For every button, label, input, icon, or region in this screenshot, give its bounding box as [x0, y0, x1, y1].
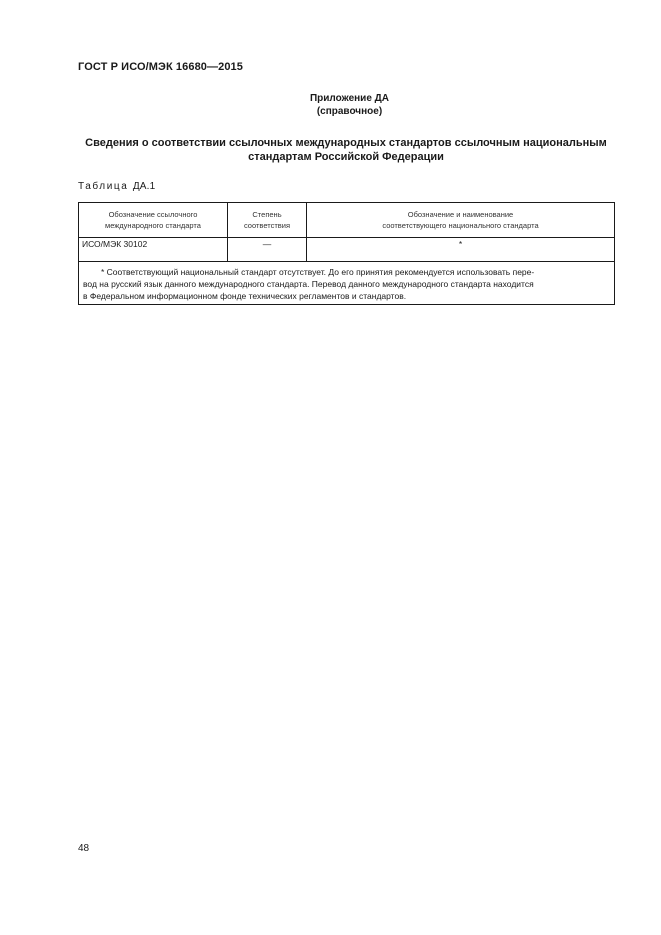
- table-caption: [78, 181, 155, 192]
- header-col2-line1: Степень: [252, 210, 282, 219]
- table-caption-word: Таблица: [78, 181, 129, 192]
- table-footnote: [79, 262, 615, 305]
- footnote-line1: * Соответствующий национальный стандарт отсутствует. До его принятия рекомендуется использовать пере-: [101, 267, 535, 277]
- section-title-line2: стандартам Российской Федерации: [248, 151, 444, 163]
- table-footnote-row: [79, 262, 615, 305]
- annex-heading: [0, 92, 661, 118]
- section-title: [78, 136, 614, 164]
- page-number: 48: [78, 843, 90, 854]
- header-reference-standard: [79, 203, 228, 238]
- annex-title: Приложение ДА: [309, 93, 390, 104]
- header-col3-line1: Обозначение и наименование: [407, 210, 514, 219]
- header-col3-line2: соответствующего национального стандарта: [382, 221, 539, 230]
- header-col2-line2: соответствия: [243, 221, 291, 230]
- document-code: ГОСТ Р ИСО/МЭК 16680—2015: [78, 61, 243, 73]
- section-title-line1: Сведения о соответствии ссылочных международных стандартов ссылочным национальным: [85, 137, 607, 149]
- cell-degree: —: [228, 238, 307, 262]
- footnote-line3: в Федеральном информационном фонде технических регламентов и стандартов.: [83, 291, 407, 301]
- correspondence-table: [78, 202, 615, 305]
- header-col1-line1: Обозначение ссылочного: [108, 210, 198, 219]
- cell-national: *: [307, 238, 615, 262]
- table-caption-number: ДА.1: [132, 181, 156, 192]
- header-col1-line2: международного стандарта: [105, 221, 201, 230]
- annex-subtitle: (справочное): [316, 106, 383, 117]
- footnote-line2: вод на русский язык данного международного стандарта. Перевод данного международного стандарта находится: [83, 279, 534, 289]
- header-national-standard: [307, 203, 615, 238]
- table-row: [79, 238, 615, 262]
- header-degree: [228, 203, 307, 238]
- cell-standard: ИСО/МЭК 30102: [79, 238, 228, 262]
- table-header-row: [79, 203, 615, 238]
